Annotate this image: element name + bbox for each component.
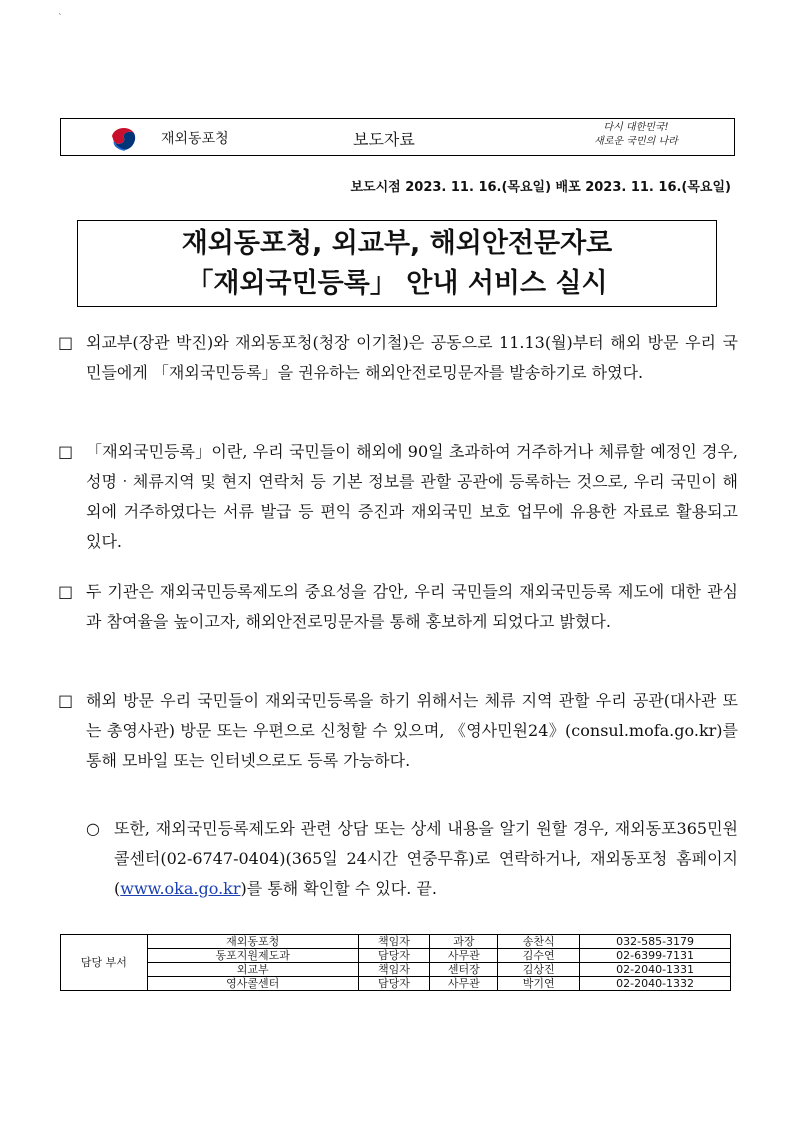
- doc-type: 보도자료: [353, 130, 415, 149]
- square-bullet: □: [58, 691, 74, 710]
- contact-role: 담당자: [358, 977, 430, 991]
- homepage-link[interactable]: www.oka.go.kr: [120, 879, 241, 898]
- paragraph-text: 해외 방문 우리 국민들이 재외국민등록을 하기 위해서는 체류 지역 관할 우리 공관(대사관 또는 총영사관) 방문 또는 우편으로 신청할 수 있으며, 《영사민원24》(consul.mofa.go.kr)를 통해 모바일 또는 인터넷으로도 등록 가능하다.: [86, 691, 738, 770]
- sub-paragraph-text: [114, 814, 738, 904]
- contact-name: 박기연: [498, 977, 580, 991]
- table-row: [61, 949, 731, 963]
- header-box: [60, 118, 735, 156]
- sub-paragraph: [86, 814, 738, 904]
- paragraph-4: [58, 686, 738, 776]
- headline-line-1: 재외동포청, 외교부, 해외안전문자로: [181, 228, 613, 259]
- paragraph-text: 두 기관은 재외국민등록제도의 중요성을 감안, 우리 국민들의 재외국민등록 제도에 대한 관심과 참여율을 높이고자, 해외안전로밍문자를 통해 홍보하게 되었다고 밝혔다.: [86, 582, 738, 631]
- contact-role: 담당자: [358, 949, 430, 963]
- headline-box: [77, 220, 717, 307]
- contact-phone: 02-2040-1331: [580, 963, 731, 977]
- contact-title: 센터장: [430, 963, 498, 977]
- table-row: [61, 935, 731, 949]
- sub-paragraph-text-before: 또한, 재외국민등록제도와 관련 상담 또는 상세 내용을 알기 원할 경우, 재외동포365민원콜센터(02-6747-0404)(365일 24시간 연중무휴)로 연락하거나, 재외동포청 홈페이지(: [114, 819, 738, 898]
- slogan-line-1: 다시 대한민국!: [603, 122, 669, 133]
- contact-name: 송찬식: [498, 935, 580, 949]
- corner-mark: `: [58, 14, 63, 24]
- paragraph-1: [58, 328, 738, 388]
- square-bullet: □: [58, 333, 74, 352]
- headline-line-2: 「재외국민등록」 안내 서비스 실시: [186, 268, 608, 299]
- contact-org: 동포지원제도과: [147, 949, 358, 963]
- slogan-line-2: 새로운 국민의 나라: [594, 136, 678, 147]
- square-bullet: □: [58, 582, 74, 601]
- table-row: [61, 963, 731, 977]
- square-bullet: □: [58, 442, 74, 461]
- contact-role: 책임자: [358, 963, 430, 977]
- contact-org: 영사콜센터: [147, 977, 358, 991]
- contact-name: 김수연: [498, 949, 580, 963]
- slogan: [541, 121, 731, 155]
- contact-phone: 02-2040-1332: [580, 977, 731, 991]
- table-row: [61, 977, 731, 991]
- contact-title: 과장: [430, 935, 498, 949]
- paragraph-2: [58, 437, 738, 557]
- contact-title: 사무관: [430, 977, 498, 991]
- contact-org: 외교부: [147, 963, 358, 977]
- contact-title: 사무관: [430, 949, 498, 963]
- paragraph-3: [58, 577, 738, 637]
- dept-label: 담당 부서: [61, 935, 148, 991]
- government-logo-icon: [109, 123, 139, 153]
- contact-phone: 032-585-3179: [580, 935, 731, 949]
- contact-name: 김상진: [498, 963, 580, 977]
- paragraph-text: 외교부(장관 박진)와 재외동포청(청장 이기철)은 공동으로 11.13(월)부터 해외 방문 우리 국민들에게 「재외국민등록」을 권유하는 해외안전로밍문자를 발송하기로 하였다.: [86, 333, 738, 382]
- contact-org: 재외동포청: [147, 935, 358, 949]
- release-date-line: 보도시점 2023. 11. 16.(목요일) 배포 2023. 11. 16.(목요일): [350, 180, 731, 195]
- paragraph-text: 「재외국민등록」이란, 우리 국민들이 해외에 90일 초과하여 거주하거나 체류할 예정인 경우, 성명‧체류지역 및 현지 연락처 등 기본 정보를 관할 공관에 등록하는 것으로, 우리 국민이 해외에 거주하였다는 서류 발급 등 편익 증진과 재외국민 보호 업무에 유용한 자료로 활용되고 있다.: [86, 442, 738, 551]
- circle-bullet: ○: [86, 819, 100, 838]
- contact-table: [60, 934, 731, 991]
- contact-role: 책임자: [358, 935, 430, 949]
- contact-phone: 02-6399-7131: [580, 949, 731, 963]
- sub-paragraph-text-after: )를 통해 확인할 수 있다. 끝.: [240, 879, 437, 898]
- org-name: 재외동포청: [161, 131, 229, 147]
